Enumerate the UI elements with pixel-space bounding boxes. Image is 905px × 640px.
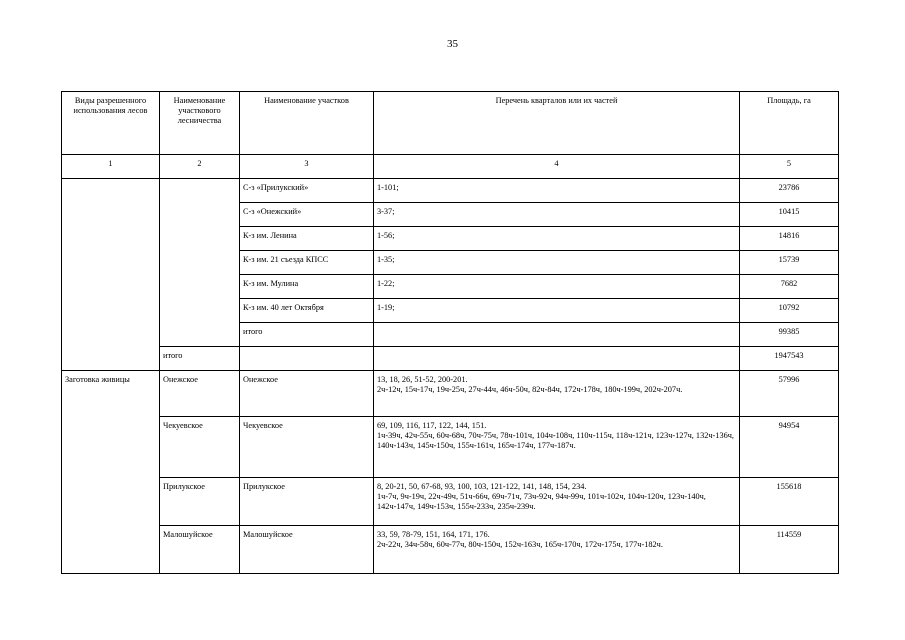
quarters-cell: 1-35;: [374, 251, 740, 275]
header-quarters: Перечень кварталов или их частей: [374, 92, 740, 155]
area-cell: 57996: [740, 371, 839, 417]
site-cell: К-з им. 21 съезда КПСС: [240, 251, 374, 275]
column-number: 4: [374, 155, 740, 179]
site-cell: С-з «Прилукский»: [240, 179, 374, 203]
site-cell: К-з им. Ленина: [240, 227, 374, 251]
forestry-cell: Малошуйское: [160, 526, 240, 574]
quarters-cell: 1-22;: [374, 275, 740, 299]
area-cell: 155618: [740, 478, 839, 526]
area-cell: 15739: [740, 251, 839, 275]
site-cell: Онежское: [240, 371, 374, 417]
total-label: итого: [160, 347, 240, 371]
quarters-cell: 1-56;: [374, 227, 740, 251]
site-cell: К-з им. 40 лет Октября: [240, 299, 374, 323]
quarters-cell: [374, 417, 740, 478]
site-cell: Прилукское: [240, 478, 374, 526]
forestry-cell-empty: [160, 179, 240, 347]
header-sites: Наименование участков: [240, 92, 374, 155]
quarters-cell: [374, 526, 740, 574]
total-area: 1947543: [740, 347, 839, 371]
table-row: [62, 179, 839, 203]
table-row: [62, 526, 839, 574]
header-use-type: Виды разрешенного использования лесов: [62, 92, 160, 155]
site-cell: Чекуевское: [240, 417, 374, 478]
area-cell: 114559: [740, 526, 839, 574]
quarters-partial: 2ч-22ч, 34ч-58ч, 60ч-77ч, 80ч-150ч, 152ч-163ч, 165ч-170ч, 172ч-175ч, 177ч-182ч.: [377, 539, 663, 549]
quarters-cell: 1-101;: [374, 179, 740, 203]
area-cell: 7682: [740, 275, 839, 299]
column-number: 3: [240, 155, 374, 179]
use-type-cell-empty: [62, 179, 160, 371]
area-cell: 10792: [740, 299, 839, 323]
table-header-row: [62, 92, 839, 155]
area-cell: 94954: [740, 417, 839, 478]
column-number: 1: [62, 155, 160, 179]
total-row: [62, 347, 839, 371]
quarters-full: 8, 20-21, 50, 67-68, 93, 100, 103, 121-122, 141, 148, 154, 234.: [377, 482, 587, 491]
subtotal-area: 99385: [740, 323, 839, 347]
forestry-cell: Онежское: [160, 371, 240, 417]
area-cell: 23786: [740, 179, 839, 203]
header-area: Площадь, га: [740, 92, 839, 155]
quarters-full: 69, 109, 116, 117, 122, 144, 151.: [377, 421, 487, 430]
quarters-full: 13, 18, 26, 51-52, 200-201.: [377, 375, 468, 384]
table-row: [62, 478, 839, 526]
quarters-cell: 1-19;: [374, 299, 740, 323]
table-row: [62, 371, 839, 417]
quarters-cell: 3-37;: [374, 203, 740, 227]
quarters-partial: 1ч-39ч, 42ч-55ч, 60ч-68ч, 70ч-75ч, 78ч-101ч, 104ч-108ч, 110ч-115ч, 118ч-121ч, 123ч-127ч, 132ч-136ч, 140ч-143ч, 145ч-150ч, 155ч-161ч, 165ч-174ч, 177ч-187ч.: [377, 430, 734, 450]
subtotal-label: итого: [240, 323, 374, 347]
quarters-partial: 2ч-12ч, 15ч-17ч, 19ч-25ч, 27ч-44ч, 46ч-50ч, 82ч-84ч, 172ч-178ч, 180ч-199ч, 202ч-207ч.: [377, 384, 683, 394]
area-cell: 14816: [740, 227, 839, 251]
column-number: 5: [740, 155, 839, 179]
page-number: 35: [447, 38, 458, 50]
quarters-full: 33, 59, 78-79, 151, 164, 171, 176.: [377, 530, 490, 539]
header-forestry: Наименование участкового лесничества: [160, 92, 240, 155]
quarters-cell: [374, 478, 740, 526]
forestry-cell: Чекуевское: [160, 417, 240, 478]
site-cell: С-з «Онежский»: [240, 203, 374, 227]
area-cell: 10415: [740, 203, 839, 227]
table-row: [62, 417, 839, 478]
column-number-row: [62, 155, 839, 179]
use-type-cell: Заготовка живицы: [62, 371, 160, 574]
quarters-partial: 1ч-7ч, 9ч-19ч, 22ч-49ч, 51ч-66ч, 69ч-71ч, 73ч-92ч, 94ч-99ч, 101ч-102ч, 104ч-120ч, 123ч-140ч, 142ч-147ч, 149ч-153ч, 155ч-233ч, 235ч-239ч.: [377, 491, 706, 511]
forest-use-table: [61, 91, 839, 574]
column-number: 2: [160, 155, 240, 179]
site-cell-empty: [240, 347, 374, 371]
quarters-cell-empty: [374, 347, 740, 371]
quarters-cell: [374, 371, 740, 417]
site-cell: К-з им. Мулина: [240, 275, 374, 299]
forestry-cell: Прилукское: [160, 478, 240, 526]
site-cell: Малошуйское: [240, 526, 374, 574]
quarters-cell-empty: [374, 323, 740, 347]
